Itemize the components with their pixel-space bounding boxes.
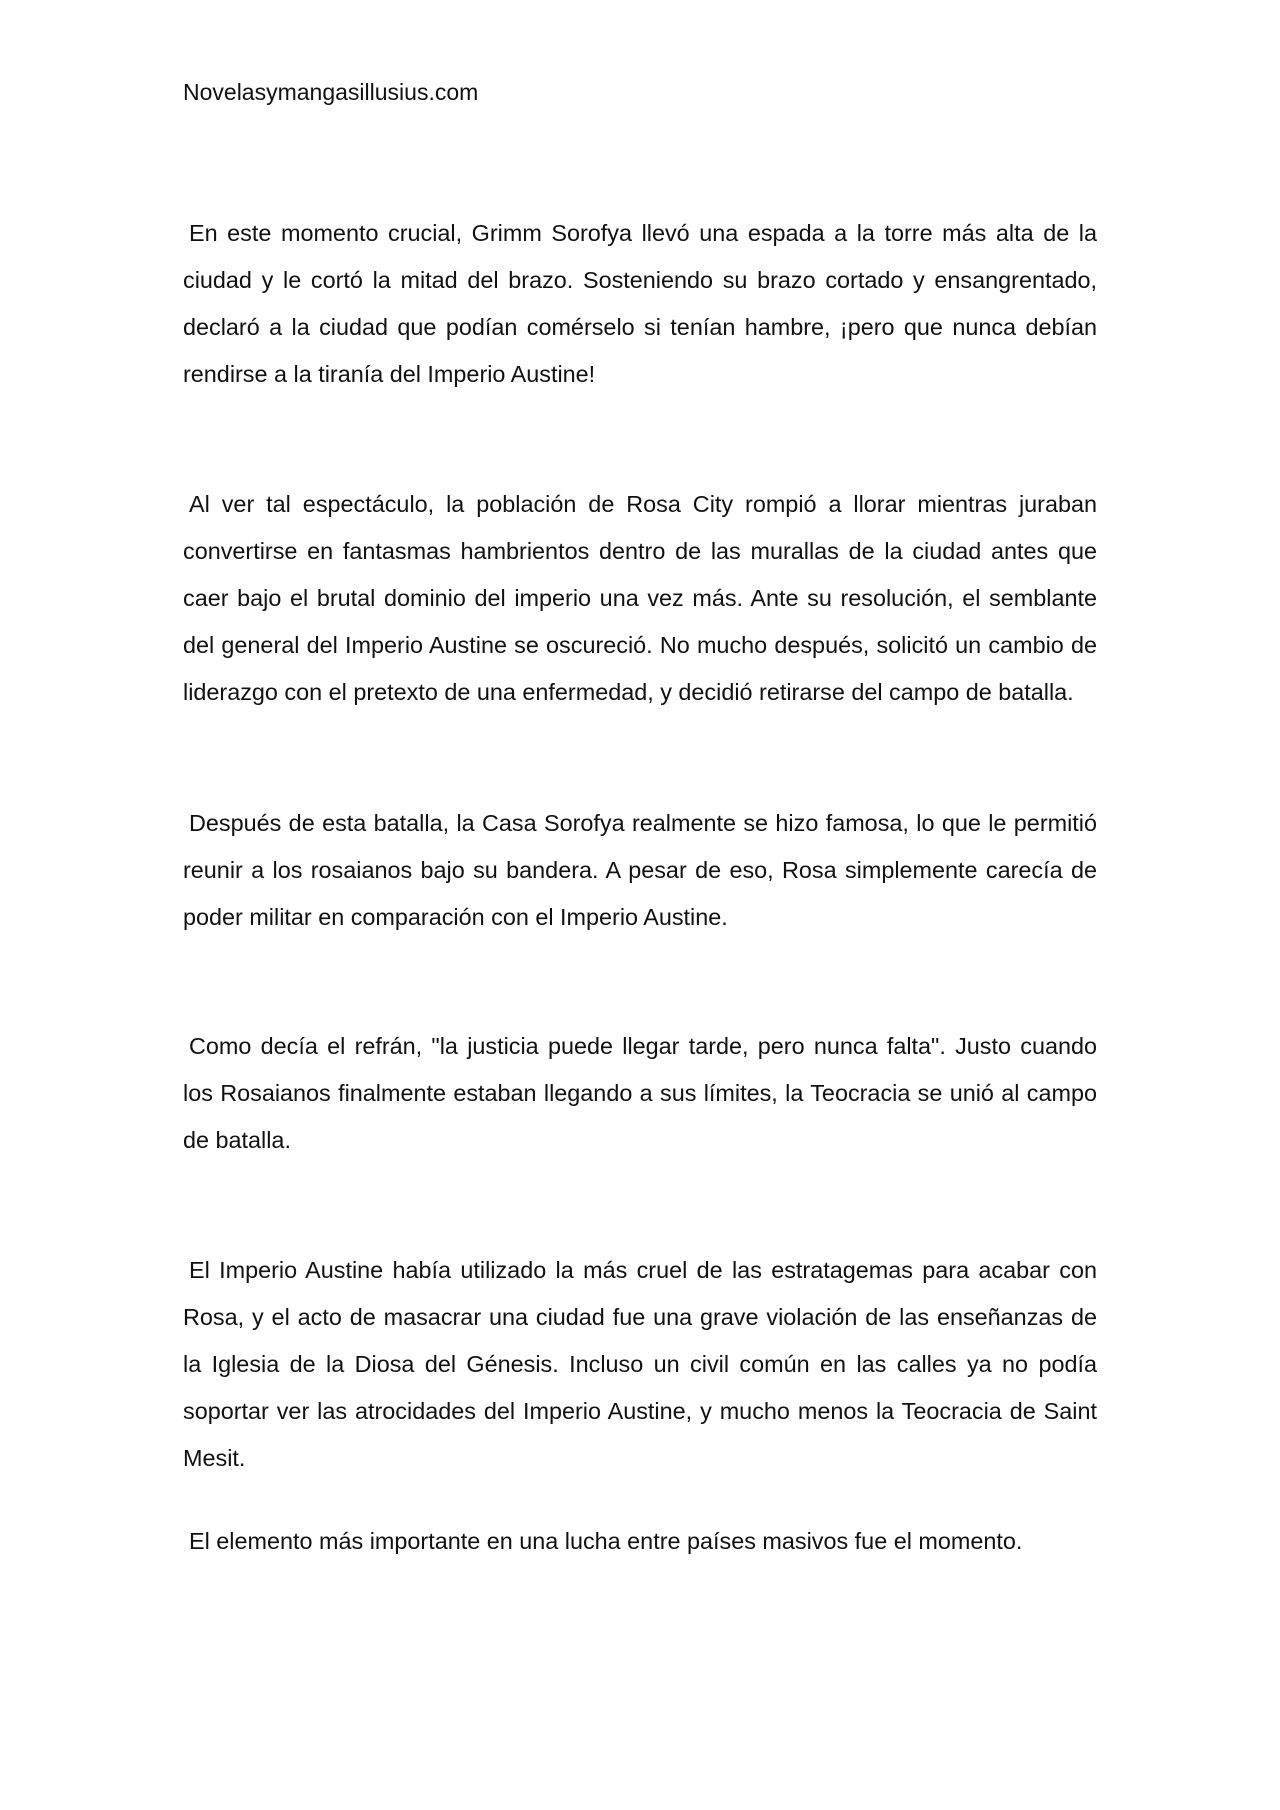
paragraph-6: El elemento más importante en una lucha entre países masivos fue el momento. (189, 1528, 1023, 1554)
paragraph-5: El Imperio Austine había utilizado la más cruel de las estratagemas para acabar con Rosa, y el acto de masacrar una ciudad fue una grave violación de las enseñanzas de la Iglesia de la Diosa del Génesis. Incluso un civil común en las calles ya no podía soportar ver las atrocidades del Imperio Austine, y mucho menos la Teocracia de Saint Mesit. (183, 1257, 1097, 1471)
paragraph-2: Al ver tal espectáculo, la población de Rosa City rompió a llorar mientras juraban convertirse en fantasmas hambrientos dentro de las murallas de la ciudad antes que caer bajo el brutal dominio del imperio una vez más. Ante su resolución, el semblante del general del Imperio Austine se oscureció. No mucho después, solicitó un cambio de liderazgo con el pretexto de una enfermedad, y decidió retirarse del campo de batalla. (183, 491, 1097, 705)
paragraph-3: Después de esta batalla, la Casa Sorofya realmente se hizo famosa, lo que le permitió reunir a los rosaianos bajo su bandera. A pesar de eso, Rosa simplemente carecía de poder militar en comparación con el Imperio Austine. (183, 810, 1097, 930)
paragraph-1: En este momento crucial, Grimm Sorofya llevó una espada a la torre más alta de la ciudad y le cortó la mitad del brazo. Sosteniendo su brazo cortado y ensangrentado, declaró a la ciudad que podían comérselo si tenían hambre, ¡pero que nunca debían rendirse a la tiranía del Imperio Austine! (183, 220, 1097, 387)
paragraph-4: Como decía el refrán, "la justicia puede llegar tarde, pero nunca falta". Justo cuando los Rosaianos finalmente estaban llegando a sus límites, la Teocracia se unió al campo de batalla. (183, 1033, 1097, 1153)
site-header: Novelasymangasillusius.com (183, 79, 479, 105)
